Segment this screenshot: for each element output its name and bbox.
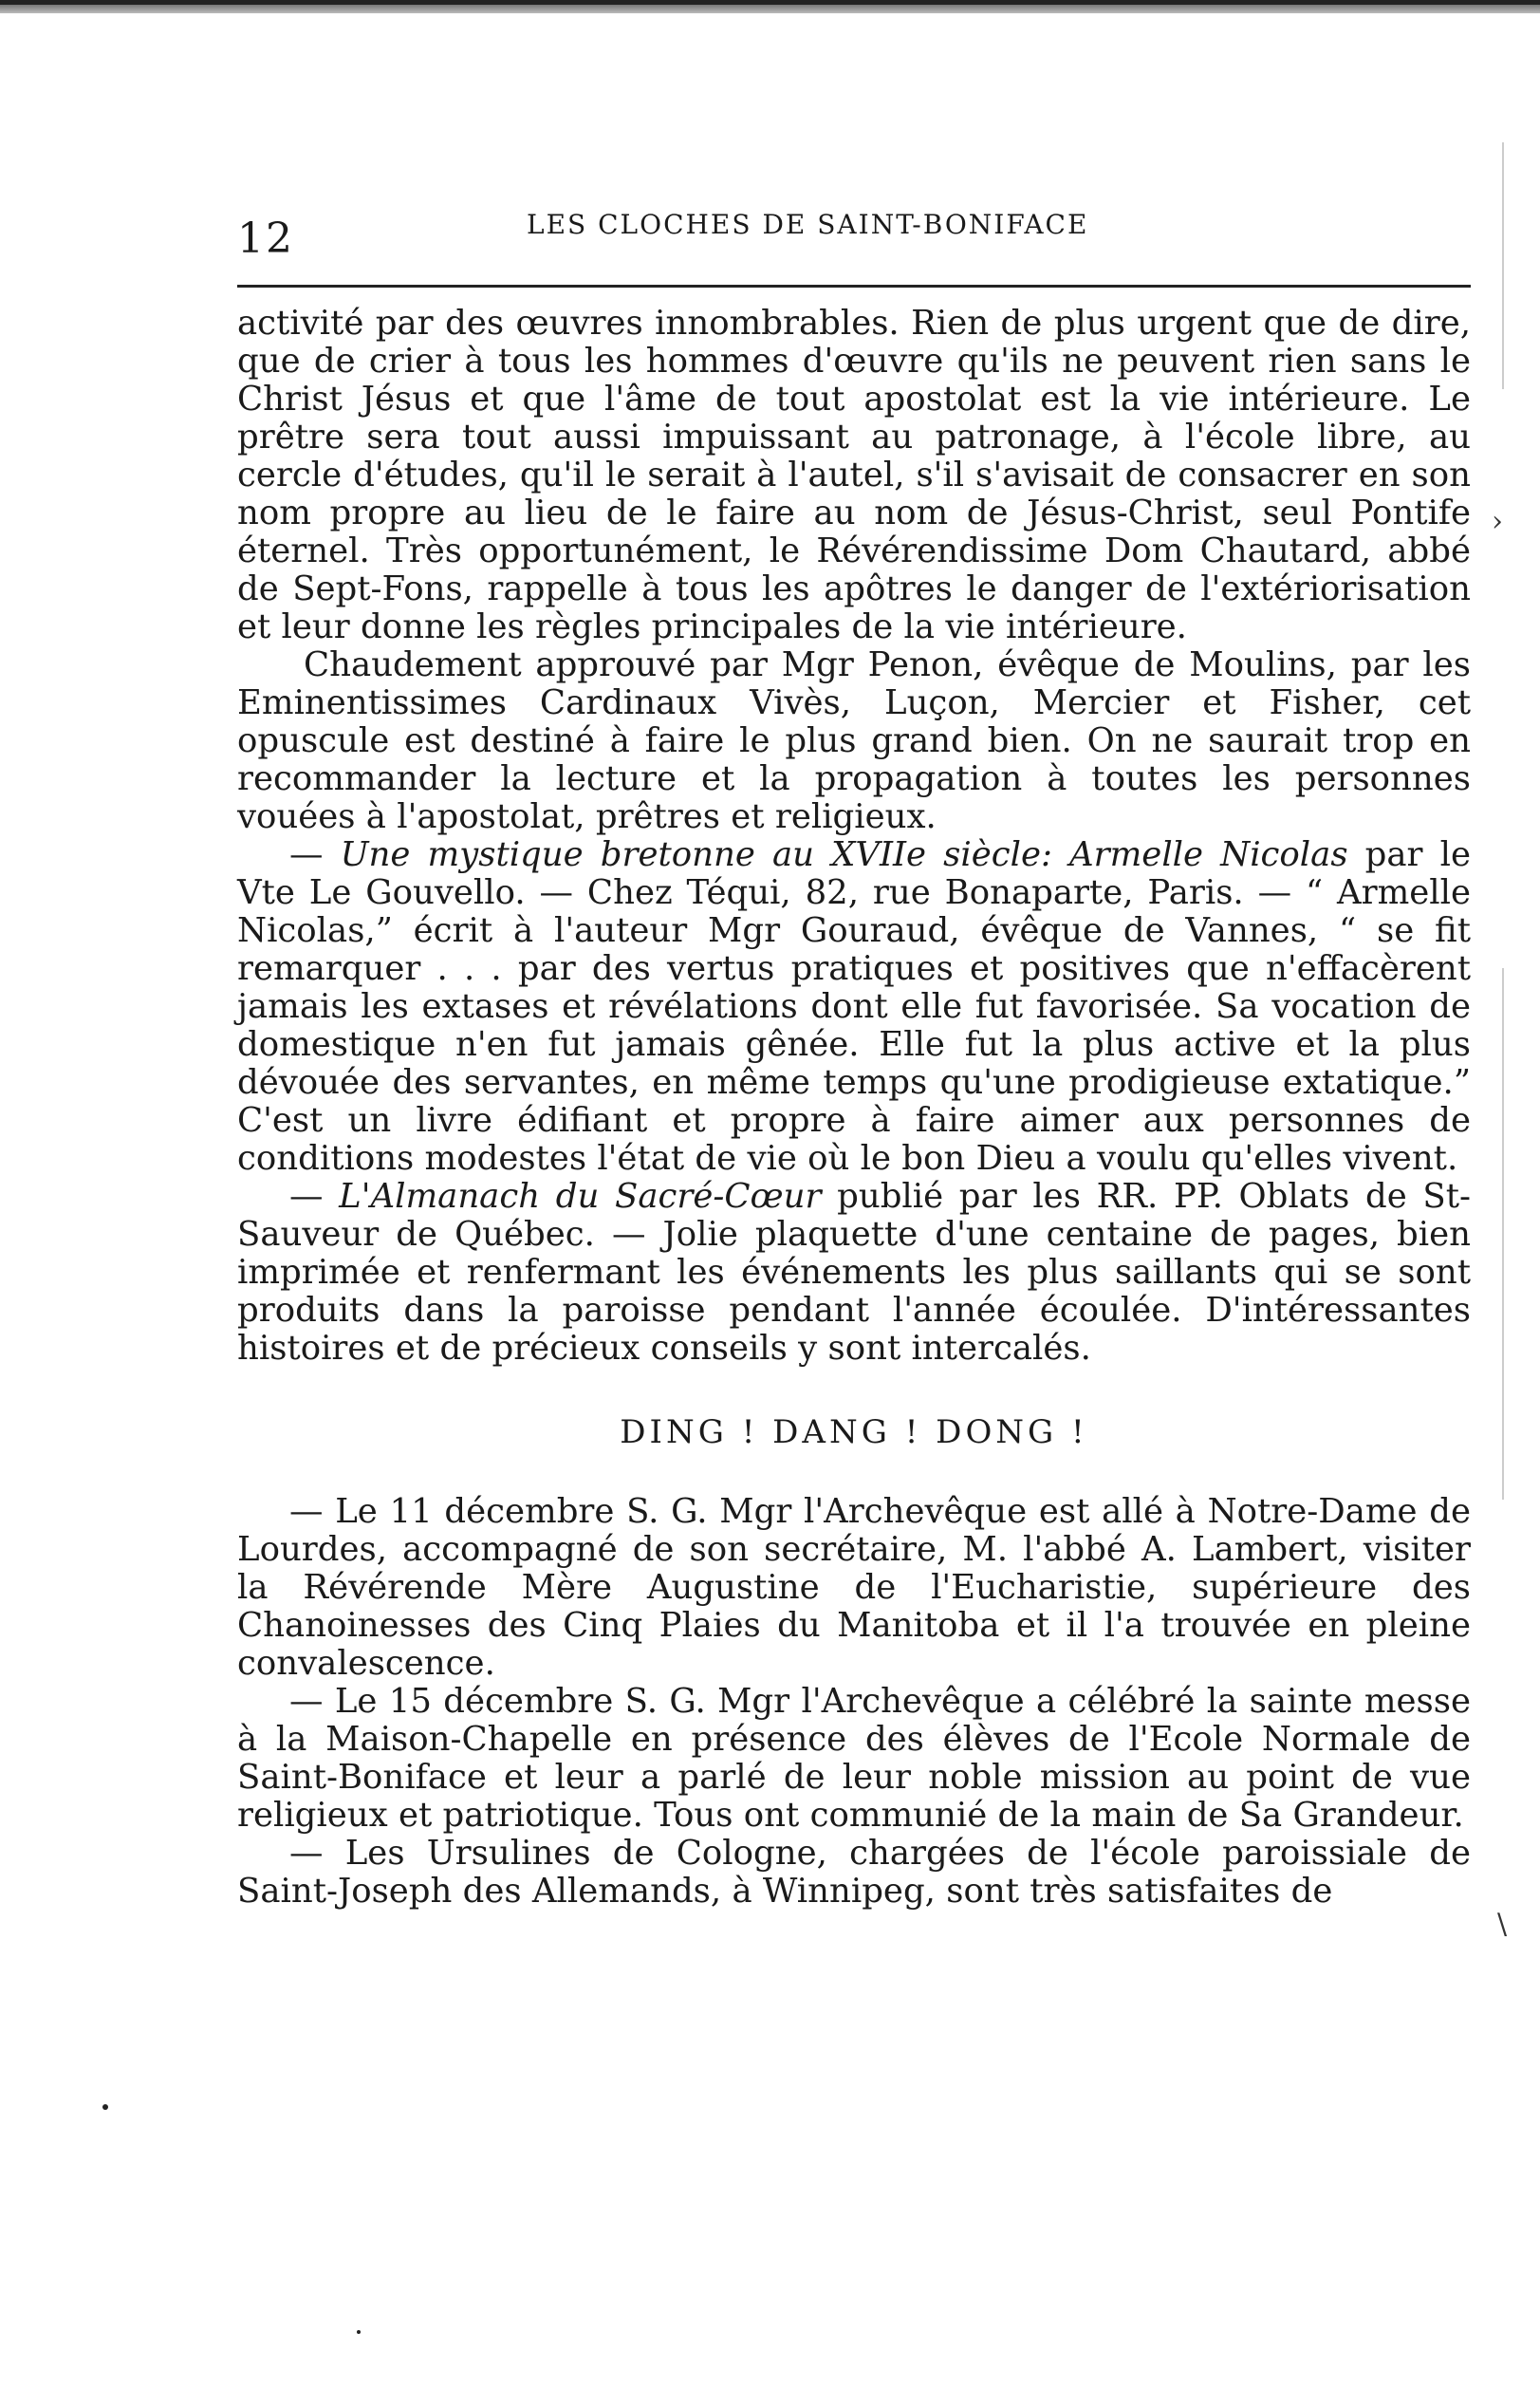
section-heading: DING ! DANG ! DONG !: [620, 1413, 1088, 1451]
running-title: LES CLOCHES DE SAINT-BONIFACE: [527, 209, 1089, 240]
margin-mark: ›: [1492, 505, 1503, 538]
book-review: [237, 836, 1471, 1178]
book-title: L'Almanach du Sacré-Cœur: [339, 1177, 822, 1216]
book-review: [237, 1178, 1471, 1368]
paragraph: Chaudement approuvé par Mgr Penon, évêque de Moulins, par les Eminentissimes Cardinaux Vivès, Luçon, Mercier et Fisher, cet opuscule est destiné à faire le plus grand bien. On ne saurait trop en recommander la lecture et la propagation à toutes les personnes vouées à l'apostolat, prêtres et religieux.: [237, 645, 1471, 836]
scan-speck: [357, 2330, 361, 2334]
paragraph: activité par des œuvres innombrables. Rien de plus urgent que de dire, que de crier à tous les hommes d'œuvre qu'ils ne peuvent rien sans le Christ Jésus et que l'âme de tout apostolat est la vie intérieure. Le prêtre sera tout aussi impuissant au patronage, à l'école libre, au cercle d'études, qu'il le serait à l'autel, s'il s'avisait de consacrer en son nom propre au lieu de le faire au nom de Jésus-Christ, seul Pontife éternel. Très opportunément, le Révérendissime Dom Chautard, abbé de Sept-Fons, rappelle à tous les apôtres le danger de l'extériorisation et leur donne les règles principales de la vie intérieure.: [237, 304, 1471, 646]
news-item: — Le 15 décembre S. G. Mgr l'Archevêque a célébré la sainte messe à la Maison-Chapelle en présence des élèves de l'Ecole Normale de Saint-Boniface et leur a parlé de leur noble mission au point de vue religieux et patriotique. Tous ont communié de la main de Sa Grandeur.: [237, 1682, 1471, 1835]
top-scan-border: [0, 0, 1540, 13]
margin-mark: \: [1497, 1908, 1508, 1941]
scan-speck: [102, 2104, 108, 2110]
scan-edge-line: [1502, 968, 1504, 1500]
body-text: [237, 305, 1471, 1911]
review-dash: —: [289, 835, 341, 874]
news-item: — Le 11 décembre S. G. Mgr l'Archevêque est allé à Notre-Dame de Lourdes, accompagné de son secrétaire, M. l'abbé A. Lambert, visiter la Révérende Mère Augustine de l'Eucharistie, supérieure des Chanoinesses des Cinq Plaies du Manitoba et il l'a trouvée en pleine convalescence.: [237, 1492, 1471, 1683]
page-header: [237, 180, 1471, 288]
review-text: publié par les RR. PP. Oblats de St-Sauveur de Québec. — Jolie plaquette d'une centaine de pages, bien imprimée et renfermant les événements les plus saillants qui se sont produits dans la paroisse pendant l'année écoulée. D'intéressantes histoires et de précieux conseils y sont intercalés.: [237, 1177, 1471, 1368]
review-text: par le Vte Le Gouvello. — Chez Téqui, 82, rue Bonaparte, Paris. — “ Armelle Nicolas,” écrit à l'auteur Mgr Gouraud, évêque de Vannes, “ se fit remarquer . . . par des vertus pratiques et positives que n'effacèrent jamais les extases et révélations dont elle fut favorisée. Sa vocation de domestique n'en fut jamais gênée. Elle fut la plus active et la plus dévouée des servantes, en même temps qu'une prodigieuse extatique.” C'est un livre édifiant et propre à faire aimer aux personnes de conditions modestes l'état de vie où le bon Dieu a voulu qu'elles vivent.: [237, 835, 1471, 1178]
page-content: [237, 180, 1471, 1911]
scan-edge-line: [1502, 142, 1504, 389]
review-dash: —: [289, 1177, 340, 1216]
book-title: Une mystique bretonne au XVIIe siècle: Armelle Nicolas: [340, 835, 1348, 874]
page-number: 12: [237, 215, 294, 263]
news-item: — Les Ursulines de Cologne, chargées de l'école paroissiale de Saint-Joseph des Allemands, à Winnipeg, sont très satisfaites de: [237, 1834, 1471, 1911]
